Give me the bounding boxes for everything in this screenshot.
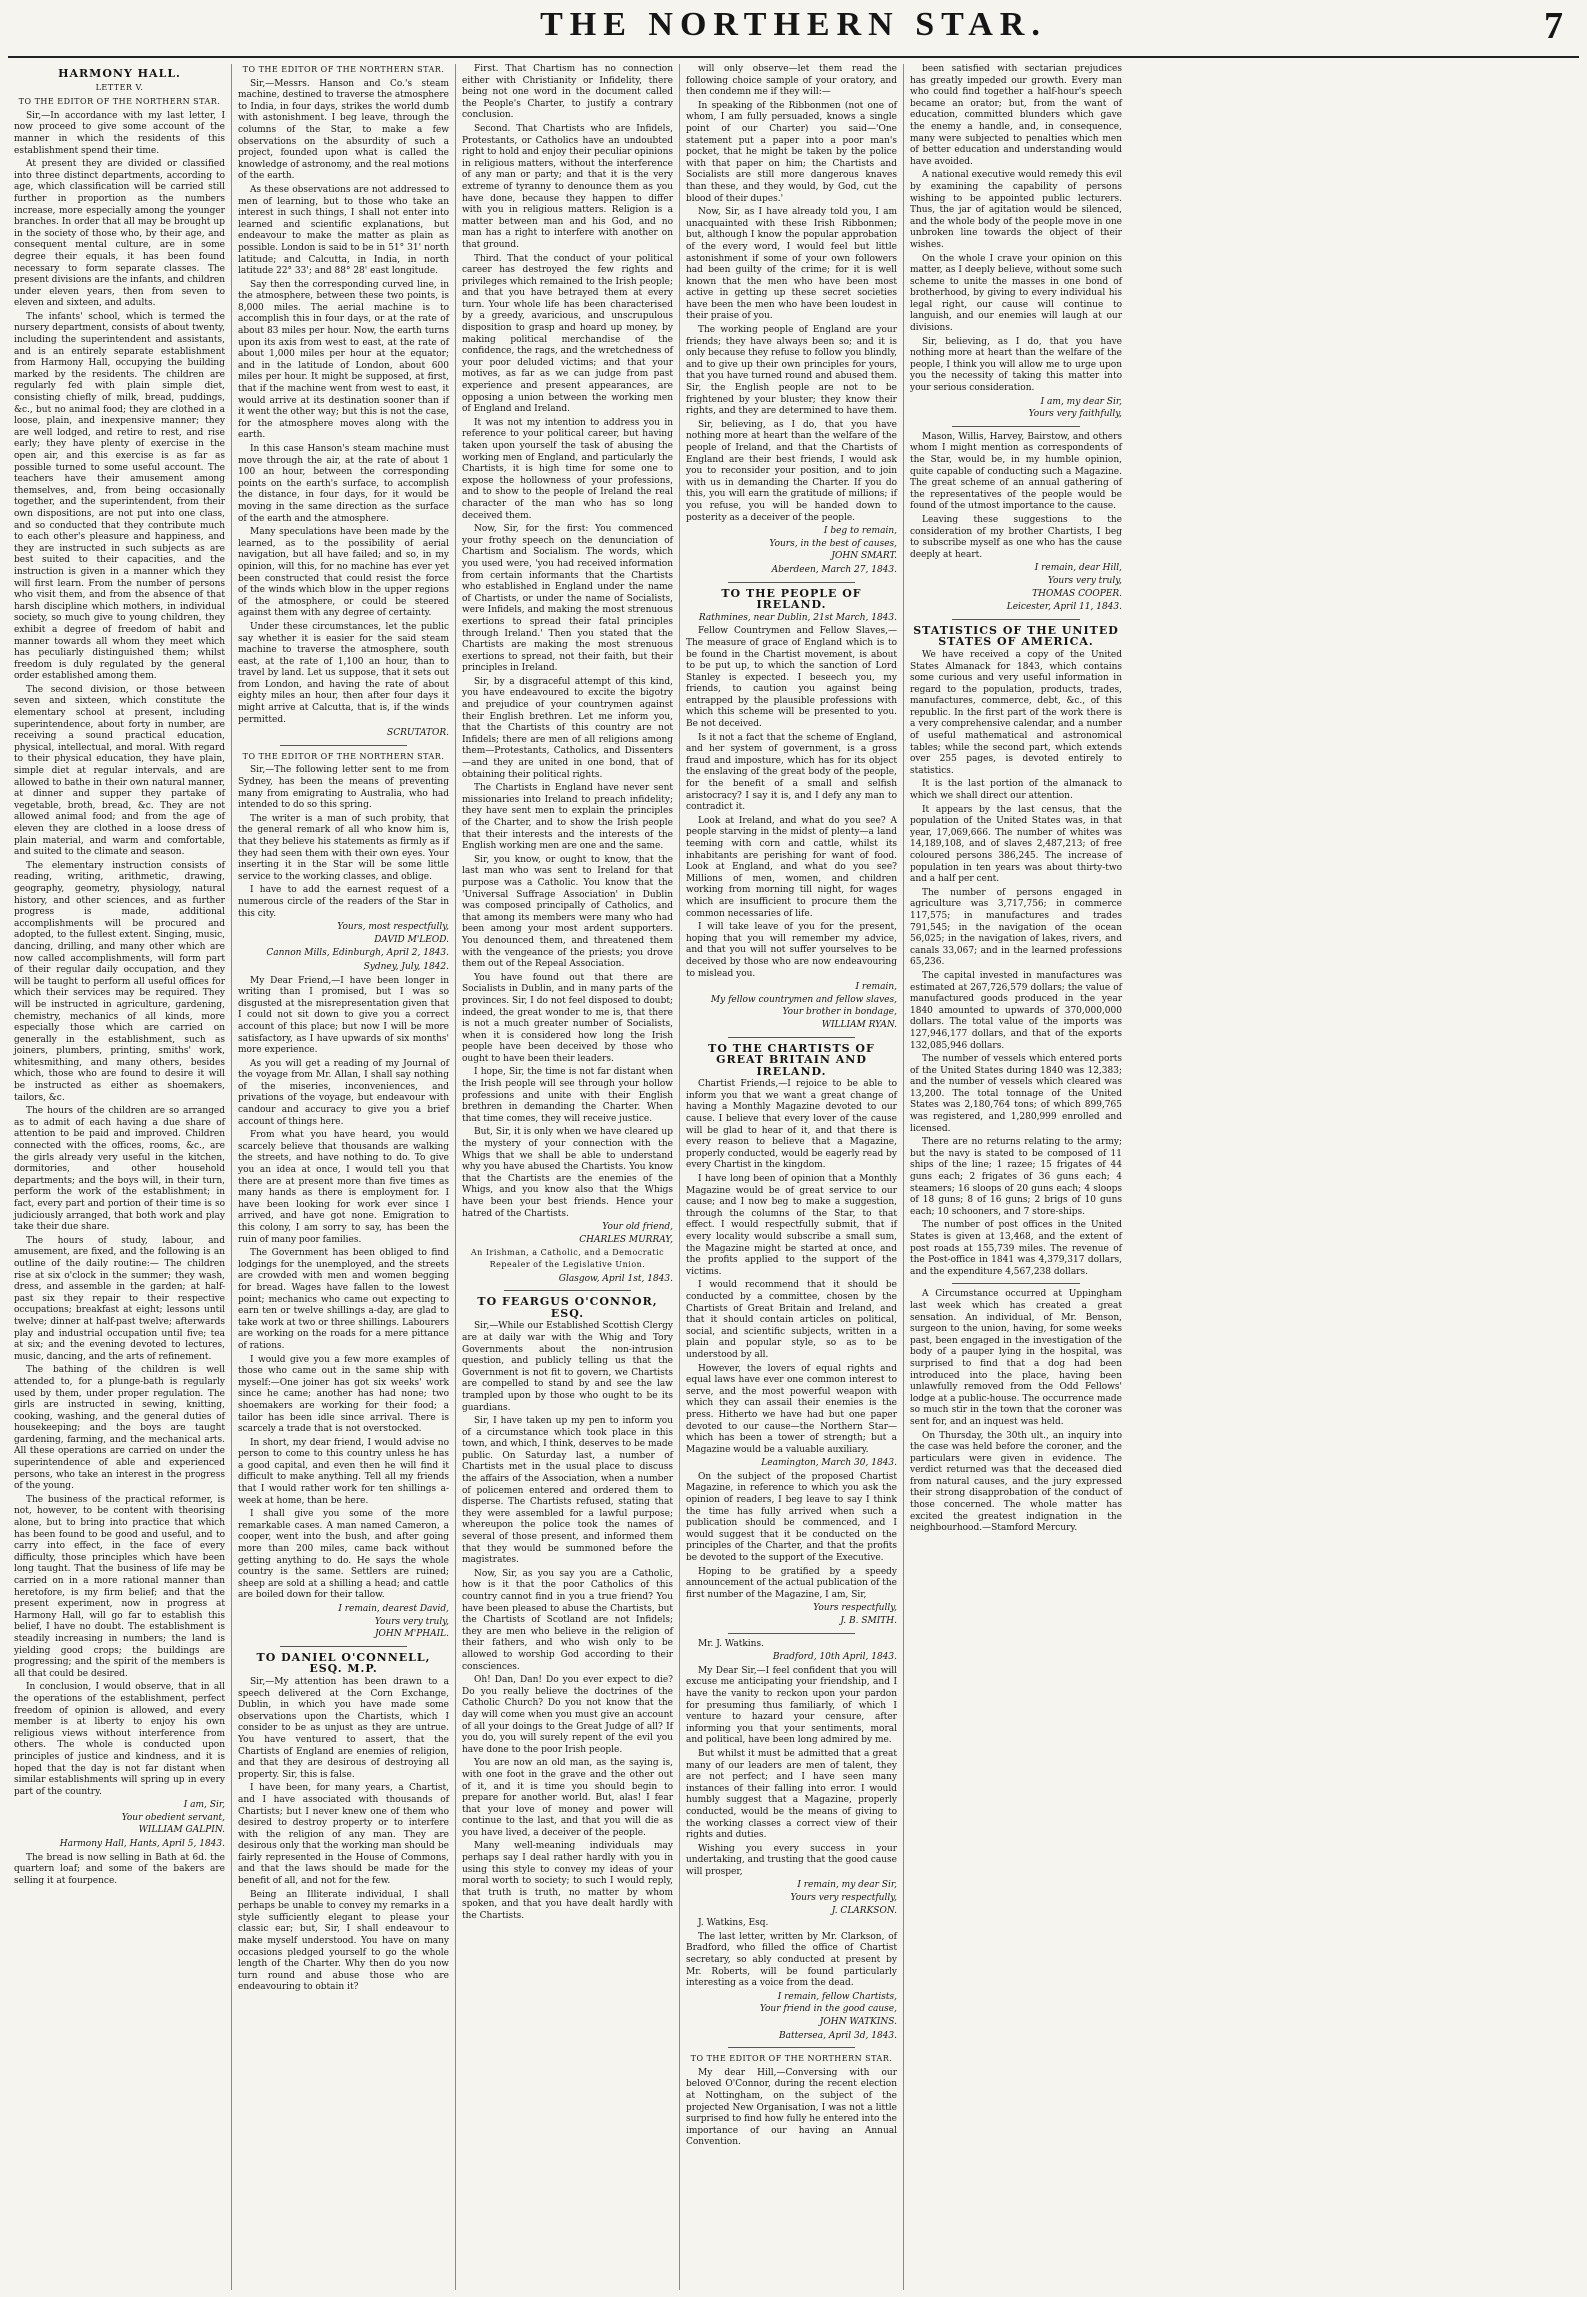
column-5 (904, 64, 1128, 2290)
body-paragraph: Mr. J. Watkins. (698, 1638, 764, 1649)
body-paragraph: The business of the practical reformer, is not, however, to be content with theorising alone, but to bring into practice that which has been found to be good and useful, and to carry into effect, in the face of every difficulty, those principles which have been long taught. That the business of life may be carried on in a more rational manner than heretofore, is my firm belief; and that the present experiment, now in progress at Harmony Hall, will go far to establish this belief, I have no doubt. The establishment is steadily increasing in numbers; the land is yielding good crops; the buildings are progressing; and the spirit of the members is all that could be desired. (14, 1494, 225, 1679)
article-headline: TO THE CHARTISTS OF GREAT BRITAIN AND IRELAND. (708, 1041, 875, 1078)
signature-line: WILLIAM RYAN. (821, 1019, 897, 1030)
body-paragraph: On Thursday, the 30th ult., an inquiry into the case was held before the coroner, and the particulars were given in evidence. The verdict returned was that the deceased died from natural causes, and the jury expressed their strong disapprobation of the conduct of those concerned. The whole matter has excited the greatest indignation in the neighbourhood.—Stamford Mercury. (910, 1430, 1122, 1534)
signature-line: Your brother in bondage, (782, 1007, 897, 1018)
dateline: Cannon Mills, Edinburgh, April 2, 1843. (266, 948, 449, 959)
body-paragraph: Sir,—Messrs. Hanson and Co.'s steam machine, destined to traverse the atmosphere to India, in four days, strikes the world dumb with astonishment. I beg leave, through the columns of the Star, to make a few observations on the absurdity of such a project, founded upon what is called the knowledge of astronomy, and the real motions of the earth. (238, 78, 449, 182)
body-paragraph: Third. That the conduct of your political career has destroyed the few rights and privileges which remained to the Irish people; and that you have betrayed them at every turn. Your whole life has been characterised by a greedy, avaricious, and unscrupulous disposition to grasp and hoard up money, by making political merchandise of the confidence, the rags, and the wretchedness of your poor deluded victims; and that your motives, as far as we can judge from past experience and present appearances, are opposing a union between the working men of England and Ireland. (462, 253, 673, 415)
body-paragraph: The elementary instruction consists of reading, writing, arithmetic, drawing, geography, geometry, physiology, natural history, and other sciences, and as further progress is made, additional accomplishments will be procured and adopted, to the fullest extent. Singing, music, dancing, drilling, and many other which are now called accomplishments, will form part of their regular daily occupation, and they will be taught to perform all useful offices for which their services may be required. They will be instructed in agriculture, gardening, chemistry, mechanics of all kinds, more especially those which are carried on generally in the establishment, such as joiners, plumbers, printing, smiths' work, whitesmithing, and many others, besides which, those who are found to desire it will be instructed as either as shoemakers, tailors, &c. (14, 860, 225, 1103)
body-paragraph: Sir,—The following letter sent to me from Sydney, has been the means of preventing many from emigrating to Australia, who had intended to do so this spring. (238, 765, 449, 811)
body-paragraph: A national executive would remedy this evil by examining the capability of persons wishing to be appointed public lecturers. Thus, the jar of agitation would be silenced, and the whole body of the people move in one unbroken line towards the object of their wishes. (910, 170, 1122, 250)
section-divider (728, 2047, 855, 2048)
body-paragraph: It was not my intention to address you in reference to your political career, but having taken upon yourself the task of abusing the working men of England, and particularly the Chartists, it is high time for some one to expose the hollowness of your professions, and to show to the people of Ireland the real character of the man who has so long deceived them. (462, 417, 673, 521)
body-paragraph: Look at Ireland, and what do you see? A people starving in the midst of plenty—a land teeming with corn and cattle, whilst its inhabitants are perishing for want of food. Look at England, and what do you see? Millions of men, women, and children working from morning till night, for wages which are insufficient to procure them the common necessaries of life. (686, 815, 897, 919)
dateline: Rathmines, near Dublin, 21st March, 1843. (698, 612, 897, 623)
body-paragraph: I have to add the earnest request of a numerous circle of the readers of the Star in this city. (238, 885, 449, 919)
body-paragraph: There are no returns relating to the army; but the navy is stated to be composed of 11 ships of the line; 1 razee; 15 frigates of 44 guns each; 2 frigates of 36 guns each; 4 steamers; 16 sloops of 20 guns each; 4 sloops of 18 guns; 8 of 16 guns; 2 brigs of 10 guns each; 10 schooners, and 7 store-ships. (910, 1137, 1122, 1217)
body-paragraph: I would give you a few more examples of those who came out in the same ship with myself:—One joiner has got six weeks' work since he came; another has had none; two shoemakers are working for their food; a tailor has been idle since arrival. There is scarcely a trade that is not overstocked. (238, 1354, 449, 1435)
body-paragraph: Fellow Countrymen and Fellow Slaves,—The measure of grace of England which is to be found in the Chartist movement, is about to be put up, to which the sanction of Lord Stanley is expected. I beseech you, my friends, to caution you against being entrapped by the plausible professions with which this scheme will be presented to you. Be not deceived. (686, 626, 897, 730)
body-paragraph: Oh! Dan, Dan! Do you ever expect to die? Do you really believe the doctrines of the Catholic Church? Do you not know that the day will come when you must give an account of all your doings to the Great Judge of all? If you do, you will surely repent of the evil you have done to the poor Irish people. (462, 1675, 673, 1755)
body-paragraph: The number of post offices in the United States is given at 13,468, and the extent of post roads at 155,739 miles. The revenue of the Post-office in 1841 was 4,379,317 dollars, and the expenditure 4,567,238 dollars. (910, 1220, 1122, 1277)
signature-line: I remain, (855, 982, 897, 993)
signature-line: I remain, dear Hill, (1034, 563, 1122, 574)
body-paragraph: Sir, believing, as I do, that you have nothing more at heart than the welfare of the people of Ireland, and that the Chartists of England are their best friends, I would ask you to reconsider your position, and to join with us in demanding the Charter. If you do this, you will earn the gratitude of millions; if you refuse, you will be handed down to posterity as a deceiver of the people. (686, 419, 897, 523)
signature-line: Yours very respectfully, (790, 1893, 897, 1904)
body-paragraph: In short, my dear friend, I would advise no person to come to this country unless he has a good capital, and even then he will find it difficult to make anything. Tell all my friends that I would rather work for ten shillings a-week at home, than be here. (238, 1437, 449, 1506)
signature-line: J. B. SMITH. (840, 1616, 897, 1626)
section-divider (952, 426, 1079, 427)
body-paragraph: I have been, for many years, a Chartist, and I have associated with thousands of Chartists; but I never knew one of them who desired to destroy property or to interfere with the religion of any man. They are desirous only that the working man should be fairly represented in the House of Commons, and that the laws should be made for the benefit of all, and not for the few. (238, 1783, 449, 1887)
body-paragraph: First. That Chartism has no connection either with Christianity or Infidelity, there being not one word in the document called the People's Charter, to justify a contrary conclusion. (462, 64, 673, 121)
body-paragraph: Now, Sir, as you say you are a Catholic, how is it that the poor Catholics of this country cannot find in you a true friend? You have been pleased to abuse the Chartists, but the Chartists of Scotland are not Infidels; they are men who believe in the religion of their fathers, and who wish only to be allowed to worship God according to their consciences. (462, 1568, 673, 1672)
article-headline: TO DANIEL O'CONNELL, ESQ. M.P. (256, 1650, 431, 1676)
body-paragraph: As you will get a reading of my Journal of the voyage from Mr. Allan, I shall say nothing of the miseries, inconveniences, and privations of the voyage, but endeavour with candour and accuracy to give you a brief account of things here. (238, 1058, 449, 1127)
article-subheading: TO THE EDITOR OF THE NORTHERN STAR. (690, 2054, 893, 2064)
signature-line: DAVID M'LEOD. (374, 934, 449, 945)
body-paragraph: The infants' school, which is termed the nursery department, consists of about twenty, including the superintendent and assistants, and is an entirely separate establishment from Harmony Hall, occupying the building marked by the residents. The children are regularly fed with plain simple diet, consisting chiefly of milk, bread, puddings, &c., but no animal food; they are clothed in a loose, plain, and inexpensive manner; they are well lodged, and retire to rest, and rise early; they have plenty of exercise in the open air, and this exercise is as far as possible turned to some useful account. The teachers have their amusement among themselves, and, from being occasionally together, and the superintendent, from their own dispositions, are not put into one class, and so conducted that they contribute much to each other's pleasure and happiness, and they are instructed in such subjects as are best suited to their capacities, and the instruction is given in a manner which they will first learn. From the number of persons who visit them, and from the absence of that harsh discipline which mothers, in individual society, so much give to young children, they exhibit a degree of freedom of habit and manner towards all whom they meet which has peculiarly distinguished them; whilst freedom is duly regulated by the general order established among them. (14, 311, 225, 682)
body-paragraph: But whilst it must be admitted that a great many of our leaders are men of talent, they are not perfect; and I have seen many instances of their falling into error. I would humbly suggest that a Magazine, properly conducted, would be the means of giving to the working classes a correct view of their rights and duties. (686, 1748, 897, 1841)
body-paragraph: It appears by the last census, that the population of the United States was, in that year, 17,069,666. The number of whites was 14,189,108, and of slaves 2,487,213; of free coloured persons 386,245. The increase of population in ten years was about thirty-two and a half per cent. (910, 804, 1122, 885)
article-subheading: TO THE EDITOR OF THE NORTHERN STAR. (18, 97, 221, 107)
body-paragraph: A Circumstance occurred at Uppingham last week which has created a great sensation. An individual, of Mr. Benson, surgeon to the union, having, for some weeks past, been engaged in the investigation of the body of a pauper lying in the hospital, was surprised to find that a dog had been introduced into the place, having been unlawfully removed from the Odd Fellows' lodge at a public-house. The occurrence made so much stir in the town that the coroner was sent for, and an inquest was held. (910, 1289, 1122, 1427)
body-paragraph: My Dear Friend,—I have been longer in writing than I promised, but I was so disgusted at the misrepresentation given that I could not sit down to give you a correct account of this place; but now I will be more satisfactory, as I have upwards of six months' more experience. (238, 975, 449, 1056)
column-2 (232, 64, 456, 2290)
body-paragraph: I hope, Sir, the time is not far distant when the Irish people will see through your hollow professions and unite with their English brethren in demanding the Charter. When that time comes, they will receive justice. (462, 1067, 673, 1124)
signature-line: Your obedient servant, (121, 1812, 225, 1823)
article-headline: TO FEARGUS O'CONNOR, ESQ. (477, 1295, 658, 1320)
body-paragraph: The capital invested in manufactures was estimated at 267,726,579 dollars; the value of manufactured goods produced in the year 1840 amounted to upwards of 370,000,000 dollars. The total value of the imports was 127,946,177 dollars, and that of the exports 132,085,946 dollars. (910, 970, 1122, 1051)
signature-line: Your old friend, (602, 1222, 673, 1233)
body-paragraph: You have found out that there are Socialists in Dublin, and in many parts of the provinces. Sir, I do not feel disposed to doubt; indeed, the great wonder to me is, that there is not a much greater number of Socialists, when it is considered how long the Irish people have been deceived by those who ought to have been their leaders. (462, 972, 673, 1064)
article-subheading: An Irishman, a Catholic, and a Democratic Repealer of the Legislative Union. (470, 1248, 665, 1269)
page-number: 7 (1544, 5, 1563, 47)
body-paragraph: J. Watkins, Esq. (698, 1918, 769, 1929)
signature-line: Yours, most respectfully, (337, 922, 449, 933)
body-paragraph: Sir,—In accordance with my last letter, I now proceed to give some account of the manner in which the residents of this establishment spend their time. (14, 110, 225, 156)
section-divider (280, 745, 407, 746)
dateline: Sydney, July, 1842. (363, 961, 449, 972)
body-paragraph: The number of vessels which entered ports of the United States during 1840 was 12,383; and the number of vessels which cleared was 13,200. The total tonnage of the United States was 2,180,764 tons; of which 899,765 was registered, and 1,280,999 enrolled and licensed. (910, 1054, 1122, 1134)
newspaper-title: THE NORTHERN STAR. (540, 6, 1047, 43)
body-paragraph: The second division, or those between seven and sixteen, which constitute the elementary school at present, including superintendence, about forty in number, are receiving a sound practical education, physical, intellectual, and moral. With regard to their physical education, they have plain, simple diet at regular intervals, and are allowed to bathe in their own natural manner, at dinner and supper they partake of vegetable, broth, bread, &c. They are not allowed animal food; and from the age of eleven they are clothed in a loose dress of plain material, and warm and comfortable, and suited to the climate and season. (14, 684, 225, 858)
body-paragraph: Under these circumstances, let the public say whether it is easier for the said steam machine to traverse the atmosphere, south east, at the rate of 1,100 an hour, than to travel by land. Let us suppose, that it sets out from London, and having the rate of about eighty miles an hour, then after four days it might arrive at Calcutta, that is, if the winds permitted. (238, 621, 449, 725)
body-paragraph: Now, Sir, as I have already told you, I am unacquainted with these Irish Ribbonmen; but, although I know the popular approbation of the every word, I would feel but little astonishment if some of your own followers had been guilty of the crime; for it is well known that the men who have been most active in getting up these secret societies have been the men who have been loudest in their praise of you. (686, 207, 897, 322)
signature-line: Yours, in the best of causes, (769, 538, 897, 549)
article-headline: TO THE PEOPLE OF IRELAND. (721, 586, 862, 612)
body-paragraph: Say then the corresponding curved line, in the atmosphere, between these two points, is 8,000 miles. The aerial machine is to accomplish this in four days, or at the rate of about 83 miles per hour. Now, the earth turns upon its axis from west to east, at the rate of about 1,000 miles per hour at the equator; and in the latitude of London, about 600 miles per hour. It might be supposed, at first, that if the machine went from west to east, it would arrive at its destination sooner than if it went the other way; but this is not the case, for the atmosphere moves along with the earth. (238, 279, 449, 441)
body-paragraph: We have received a copy of the United States Almanack for 1843, which contains some curious and very useful information in regard to the population, products, trades, manufactures, commerce, debt, &c., of this republic. In the first part of the work there is a very comprehensive calendar, and a number of useful mathematical and astronomical tables; while the second part, which extends over 255 pages, is devoted entirely to statistics. (910, 649, 1122, 776)
body-paragraph: The Government has been obliged to find lodgings for the unemployed, and the streets are crowded with men and women begging for bread. Wages have fallen to the lowest point; mechanics who came out expecting to earn ten or twelve shillings a-day, are glad to take work at two or three shillings. Labourers are working on the roads for a mere pittance of rations. (238, 1248, 449, 1351)
body-paragraph: Is it not a fact that the scheme of England, and her system of government, is a gross fraud and imposture, which has for its object the enslaving of the great body of the people, for the benefit of a small and selfish aristocracy? I say it is, and I defy any man to contradict it. (686, 732, 897, 813)
body-paragraph: Sir,—While our Established Scottish Clergy are at daily war with the Whig and Tory Governments about the non-intrusion question, and publicly telling us that the Government is not fit to govern, we Chartists are compelled to stand by and see the law trampled upon by those who ought to be its guardians. (462, 1321, 673, 1413)
body-paragraph: been satisfied with sectarian prejudices has greatly impeded our growth. Every man who could find together a half-hour's speech became an orator; but, from the want of education, committed blunders which gave the enemy a handle, and, in consequence, many were subjected to penalties which men of better education and understanding would have avoided. (910, 64, 1122, 167)
body-paragraph: The last letter, written by Mr. Clarkson, of Bradford, who filled the office of Chartist secretary, so ably conducted at present by Mr. Roberts, will be found particularly interesting as a voice from the dead. (686, 1931, 897, 1989)
signature-line: I am, Sir, (183, 1800, 225, 1811)
signature-line: I remain, my dear Sir, (797, 1880, 897, 1891)
section-divider (952, 619, 1079, 620)
article-headline: STATISTICS OF THE UNITED STATES OF AMERICA. (913, 623, 1119, 649)
masthead-rule (8, 56, 1579, 58)
body-paragraph: I will take leave of you for the present, hoping that you will remember my advice, and that you will not suffer yourselves to be deceived by those who are now endeavouring to mislead you. (686, 922, 897, 979)
body-paragraph: The hours of study, labour, and amusement, are fixed, and the following is an outline of the daily routine:— The children rise at six o'clock in the summer; they wash, dress, and assemble in the garden; at half-past six they repair to their respective occupations; breakfast at eight; lessons until twelve; dinner at half-past twelve; afterwards play and industrial occupation until five; tea at six; and the evening devoted to lectures, music, dancing, and the arts of refinement. (14, 1235, 225, 1362)
signature-line: JOHN M'PHAIL. (374, 1629, 449, 1640)
signature-line: Yours very truly, (374, 1616, 449, 1627)
body-paragraph: Second. That Chartists who are Infidels, Protestants, or Catholics have an undoubted right to hold and enjoy their peculiar opinions in religious matters, without the interference of any man or party; and that it is the very extreme of tyranny to denounce them as you have done, because they happen to differ with you in religious matters. Religion is a matter between man and his God, and no man has a right to interfere with another on that ground. (462, 123, 673, 250)
body-paragraph: I would recommend that it should be conducted by a committee, chosen by the Chartists of Great Britain and Ireland, and that it should contain articles on political, social, and scientific subjects, written in a plain and popular style, so as to be understood by all. (686, 1280, 897, 1360)
body-paragraph: In speaking of the Ribbonmen (not one of whom, I am fully persuaded, knows a single point of our Charter) you said—'One statement put a paper into a poor man's pocket, that he might be taken by the police with that paper on him; the Chartists and Socialists are still more dangerous knaves than these, and they would, by God, cut the blood of their dupes.' (686, 100, 897, 204)
body-paragraph: Hoping to be gratified by a speedy announcement of the actual publication of the first number of the Magazine, I am, Sir, (686, 1566, 898, 1600)
body-paragraph: The Chartists in England have never sent missionaries into Ireland to preach infidelity; they have sent men to explain the principles of the Charter, and to show the Irish people that their interests and the interests of the English working men are one and the same. (462, 783, 673, 852)
dateline: Aberdeen, March 27, 1843. (771, 564, 897, 575)
signature-line: Yours very truly, (1047, 575, 1122, 586)
column-4 (680, 64, 904, 2290)
signature-line: I beg to remain, (823, 526, 897, 537)
body-paragraph: However, the lovers of equal rights and equal laws have ever one common interest to serve, and the most powerful weapon with which they can assail their enemies is the press. Hitherto we have had but one paper devoted to our cause—the Northern Star—which has been a tower of strength; but a Magazine would be a valuable auxiliary. (686, 1363, 897, 1455)
signature-line: JOHN SMART. (831, 551, 897, 562)
dateline: Leicester, April 11, 1843. (1006, 602, 1122, 613)
body-paragraph: My dear Hill,—Conversing with our beloved O'Connor, during the recent election at Nottingham, on the subject of the projected New Organisation, I was not a little surprised to find how fully he entered into the importance of our having an Annual Convention. (686, 2067, 897, 2148)
body-paragraph: At present they are divided or classified into three distinct departments, according to age, which classification will be carried still further in proportion as the numbers increase, more especially among the younger branches. In order that all may be brought up in the society of those who, by their age, and consequent mental culture, are in some degree their equals, it has been found necessary to form separate classes. The present divisions are the infants, and children under eleven years, then from seven to eleven and sixteen, and adults. (14, 159, 225, 309)
dateline: Battersea, April 3d, 1843. (778, 2030, 897, 2041)
section-divider (728, 1037, 855, 1038)
body-paragraph: The number of persons engaged in agriculture was 3,717,756; in commerce 117,575; in manufactures and trades 791,545; in the navigation of the ocean 56,025; in the navigation of lakes, rivers, and canals 33,067; and in the learned professions 65,236. (910, 887, 1122, 968)
body-paragraph: Sir, you know, or ought to know, that the last man who was sent to Ireland for that purpose was a Catholic. You know that the 'Universal Suffrage Association' in Dublin was composed principally of Catholics, and that among its members were many who had been among your most ardent supporters. You denounced them, and threatened them with the vengeance of the priests; you drove them out of the Repeal Association. (462, 854, 673, 970)
body-paragraph: In conclusion, I would observe, that in all the operations of the establishment, perfect freedom of opinion is allowed, and every member is at liberty to enjoy his own religious views without interference from others. The whole is conducted upon principles of justice and kindness, and it is hoped that the day is not far distant when similar establishments will spring up in every part of the country. (14, 1682, 225, 1797)
body-paragraph: The working people of England are your friends; they have always been so; and it is only because they refuse to follow you blindly, and to give up their own principles for yours, that you have turned round and abused them. Sir, the English people are not to be frightened by your bluster; they know their rights, and they are determined to have them. (686, 325, 897, 417)
article-headline: HARMONY HALL. (58, 67, 181, 80)
body-paragraph: Chartist Friends,—I rejoice to be able to inform you that we want a great change of having a Monthly Magazine devoted to our cause. I believe that every lover of the cause will be glad to hear of it, and that there is every reason to believe that a Magazine, properly conducted, would be eagerly read by every Chartist in the kingdom. (686, 1079, 897, 1171)
body-paragraph: Sir, by a disgraceful attempt of this kind, you have endeavoured to excite the bigotry and prejudice of your countrymen against their English brethren. Let me inform you, that the Chartists of this country are not Infidels; there are men of all religions among them—Protestants, Catholics, and Dissenters—and they are united in one bond, that of obtaining their political rights. (462, 676, 673, 780)
body-paragraph: Many well-meaning individuals may perhaps say I deal rather hardly with you in using this style to convey my ideas of your moral worth to society; to such I would reply, that truth is truth, no matter by whom spoken, and that you have dealt hardly with the Chartists. (462, 1841, 673, 1922)
body-paragraph: Wishing you every success in your undertaking, and trusting that the good cause will prosper, (686, 1843, 897, 1877)
body-paragraph: As these observations are not addressed to men of learning, but to those who take an interest in such things, I shall not enter into learned and scientific explanations, but endeavour to make the matter as plain as possible. London is said to be in 51° 31' north latitude; and Calcutta, in India, in north latitude 22° 33'; and 88° 28' east longitude. (238, 184, 449, 277)
body-paragraph: The bathing of the children is well attended to, for a plunge-bath is regularly used by them, under proper regulation. The girls are instructed in sewing, knitting, cooking, washing, and the general duties of housekeeping; and the boys are taught gardening, farming, and the mechanical arts. All these operations are carried on under the superintendence of able and experienced persons, who take an interest in the progress of the young. (14, 1365, 225, 1492)
masthead (0, 0, 1587, 62)
body-paragraph: Being an Illiterate individual, I shall perhaps be unable to convey my remarks in a style sufficiently elegant to please your classic ear; but, Sir, I shall endeavour to make myself understood. You have on many occasions pledged yourself to go the whole length of the Charter. Why then do you now turn round and abuse those who are endeavouring to obtain it? (238, 1889, 449, 1993)
section-divider (728, 1633, 855, 1634)
body-paragraph: My Dear Sir,—I feel confident that you will excuse me anticipating your friendship, and I have the vanity to reckon upon your pardon for presuming thus familiarly, of which I venture to hazard your censure, after informing you that your sentiments, moral and political, have been long admired by me. (686, 1665, 897, 1746)
body-paragraph: Many speculations have been made by the learned, as to the possibility of aerial navigation, but all have failed; and so, in my opinion, will this, for no machine has ever yet been constructed that could resist the force of the winds which blow in the upper regions of the atmosphere, or could be steered against them with any degree of certainty. (238, 527, 449, 619)
signature-line: WILLIAM GALPIN. (138, 1825, 225, 1836)
article-columns (8, 64, 1579, 2290)
body-paragraph: The hours of the children are so arranged as to admit of each having a due share of attention to be paid and improved. Children connected with the offices, rooms, &c., are the girls already very useful in the kitchen, dormitories, and other household departments; and the boys will, in their turn, perform the work of the establishment; in fact, every part and portion of their time is so judiciously arranged, that both work and play take their due share. (14, 1106, 225, 1233)
body-paragraph: Sir, I have taken up my pen to inform you of a circumstance which took place in this town, and which, I think, deserves to be made public. On Saturday last, a number of Chartists met in the usual place to discuss the affairs of the Association, when a number of policemen entered and ordered them to disperse. The Chartists refused, stating that they were assembled for a lawful purpose; whereupon the police took the names of several of those present, and informed them that they would be summoned before the magistrates. (462, 1416, 673, 1566)
section-divider (952, 1283, 1079, 1284)
section-divider (728, 582, 855, 583)
body-paragraph: On the subject of the proposed Chartist Magazine, in reference to which you ask the opinion of readers, I beg leave to say I think the time has fully arrived when such a publication should be commenced, and I would suggest that it be conducted on the principles of the Charter, and that the profits be devoted to the support of the Executive. (686, 1471, 897, 1564)
body-paragraph: I have long been of opinion that a Monthly Magazine would be of great service to our cause; and I now beg to make a suggestion, through the columns of the Star, to that effect. I would respectfully submit, that if every locality would subscribe a small sum, the Magazine might be started at once, and the profits applied to the support of the victims. (686, 1174, 897, 1277)
dateline: Glasgow, April 1st, 1843. (558, 1273, 673, 1284)
signature-line: CHARLES MURRAY, (579, 1234, 673, 1245)
article-subheading: LETTER V. (95, 82, 144, 92)
signature-line: SCRUTATOR. (387, 728, 449, 739)
article-subheading: TO THE EDITOR OF THE NORTHERN STAR. (242, 751, 445, 761)
body-paragraph: Sir, believing, as I do, that you have nothing more at heart than the welfare of the people, I think you will allow me to urge upon you the necessity of taking this matter into your serious consideration. (910, 336, 1122, 394)
body-paragraph: Leaving these suggestions to the consideration of my brother Chartists, I beg to subscribe myself as one who has the cause deeply at heart. (910, 514, 1122, 560)
signature-line: Your friend in the good cause, (759, 2004, 897, 2015)
body-paragraph: Mason, Willis, Harvey, Bairstow, and others whom I might mention as correspondents of the Star, would be, in my humble opinion, quite capable of conducting such a Magazine. The great scheme of an annual gathering of the representatives of the people would be found of the utmost importance to the cause. (910, 431, 1122, 512)
section-divider (280, 1646, 407, 1647)
body-paragraph: The bread is now selling in Bath at 6d. the quartern loaf; and some of the bakers are selling it at fourpence. (14, 1852, 225, 1886)
dateline: Bradford, 10th April, 1843. (772, 1652, 897, 1663)
section-divider (504, 1290, 631, 1291)
signature-line: Yours very faithfully, (1028, 409, 1122, 420)
signature-line: I remain, fellow Chartists, (777, 1991, 897, 2002)
dateline: Harmony Hall, Hants, April 5, 1843. (59, 1839, 225, 1850)
signature-line: THOMAS COOPER. (1032, 588, 1122, 599)
body-paragraph: On the whole I crave your opinion on this matter, as I deeply believe, without some such scheme to unite the masses in one bond of brotherhood, by giving to every individual his legal right, our cause will continue to languish, and our enemies will laugh at our divisions. (910, 253, 1122, 334)
signature-line: Yours respectfully, (813, 1603, 897, 1614)
signature-line: J. CLARKSON. (831, 1905, 897, 1916)
signature-line: I remain, dearest David, (338, 1604, 449, 1614)
signature-line: I am, my dear Sir, (1040, 396, 1122, 407)
signature-line: JOHN WATKINS. (819, 2017, 897, 2027)
body-paragraph: From what you have heard, you would scarcely believe that thousands are walking the streets, and have nothing to do. To give you an idea at once, I would tell you that there are at present more than five times as many hands as there is employment for. I have been looking for work ever since I arrived, and have got none. Emigration to this colony, I am sorry to say, has been the ruin of many poor families. (238, 1130, 449, 1245)
body-paragraph: will only observe—let them read the following choice sample of your oratory, and then condemn me if they will:— (686, 64, 897, 98)
body-paragraph: I shall give you some of the more remarkable cases. A man named Cameron, a cooper, went into the bush, and after going more than 200 miles, came back without getting anything to do. He says the whole country is the same. Settlers are ruined; sheep are sold at a shilling a head; and cattle are boiled down for their tallow. (238, 1509, 449, 1601)
dateline: Leamington, March 30, 1843. (761, 1458, 897, 1469)
body-paragraph: You are now an old man, as the saying is, with one foot in the grave and the other out of it, and it is time you should begin to prepare for another world. But, alas! I fear that your love of money and power will continue to the last, and that you will die as you have lived, a deceiver of the people. (462, 1758, 673, 1838)
column-3 (456, 64, 680, 2290)
body-paragraph: But, Sir, it is only when we have cleared up the mystery of your connection with the Whigs that we shall be able to understand why you have abused the Chartists. You know that the Chartists are the enemies of the Whigs, and you know also that the Whigs have been your best friends. Hence your hatred of the Chartists. (462, 1127, 673, 1219)
body-paragraph: Sir,—My attention has been drawn to a speech delivered at the Corn Exchange, Dublin, in which you have made some observations upon the Chartists, which I consider to be as unjust as they are untrue. You have ventured to assert, that the Chartists of England are enemies of religion, and that they are desirous of destroying all property. Sir, this is false. (238, 1676, 449, 1780)
body-paragraph: In this case Hanson's steam machine must move through the air, at the rate of about 1 100 an hour, between the corresponding points on the earth's surface, to accomplish the distance, in four days, for it would be moving in the same direction as the surface of the earth and the atmosphere. (238, 444, 449, 524)
article-subheading: TO THE EDITOR OF THE NORTHERN STAR. (242, 65, 445, 74)
body-paragraph: Now, Sir, for the first: You commenced your frothy speech on the denunciation of Chartism and Socialism. The words, which you used were, 'you had received information from certain informants that the Chartists who established in England under the name of Chartists, or under the name of Socialists, were Infidels, and making the most strenuous exertions to spread their fatal principles through Ireland.' Then you stated that the Chartists are making the most strenuous exertions to spread, not their faith, but their principles in Ireland. (462, 524, 673, 674)
column-1 (8, 64, 232, 2290)
body-paragraph: The writer is a man of such probity, that the general remark of all who know him is, that they believe his statements as firmly as if they had seen them with their own eyes. Your inserting it in the Star will be some little service to the working classes, and oblige. (238, 813, 449, 882)
signature-line: My fellow countrymen and fellow slaves, (710, 994, 897, 1005)
body-paragraph: It is the last portion of the almanack to which we shall direct our attention. (910, 779, 1122, 802)
